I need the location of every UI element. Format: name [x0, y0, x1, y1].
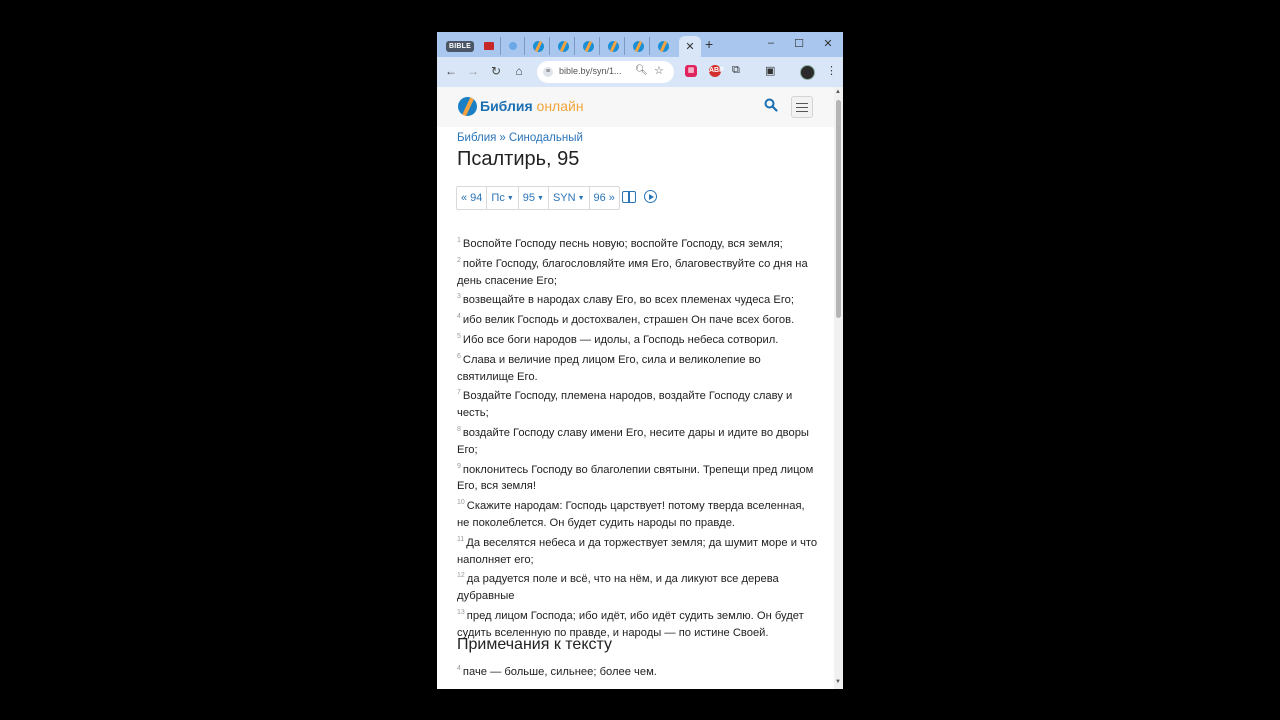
scrollbar-thumb[interactable] — [836, 100, 841, 318]
close-icon: ✕ — [685, 41, 695, 53]
browser-window — [437, 32, 843, 689]
verse-number: 10 — [457, 499, 465, 507]
prev-chapter-button[interactable]: « 94 — [457, 187, 487, 209]
verse-number: 7 — [457, 389, 461, 397]
cast-icon[interactable]: ▣ — [765, 65, 776, 77]
bibleby-favicon-icon — [633, 41, 644, 52]
bibleby-favicon-icon — [658, 41, 669, 52]
note-number: 4 — [457, 665, 461, 672]
caret-down-icon: ▼ — [537, 195, 544, 202]
zoom-icon[interactable]: 🔍︎ — [635, 65, 648, 76]
address-url: bible.by/syn/1... — [559, 66, 622, 76]
tab-bibleby-1[interactable] — [527, 37, 550, 55]
minimize-button[interactable]: – — [767, 37, 775, 49]
verse-item — [457, 422, 819, 459]
scroll-up-arrow-icon[interactable]: ▲ — [835, 89, 841, 95]
verse-number: 9 — [457, 462, 461, 470]
maximize-button[interactable]: ☐ — [794, 38, 804, 50]
bibleby-favicon-icon — [558, 41, 569, 52]
verse-item — [457, 495, 819, 532]
verse-number: 12 — [457, 572, 465, 580]
window-close-button[interactable]: ✕ — [823, 38, 833, 50]
notes-heading: Примечания к тексту — [457, 636, 612, 653]
profile-avatar[interactable] — [800, 65, 815, 80]
verse-number: 5 — [457, 332, 461, 340]
book-dropdown[interactable] — [487, 187, 518, 209]
page-content — [437, 87, 834, 689]
tab-bibleby-4[interactable] — [602, 37, 625, 55]
play-audio-icon[interactable] — [644, 190, 657, 203]
verse-text: Скажите народам: Господь царствует! потому тверда вселенная, не поколеблется. Он будет судить народы по правде. — [457, 500, 805, 529]
verse-item — [457, 289, 819, 309]
chapter-dropdown-label: 95 — [522, 192, 536, 204]
reload-button[interactable]: ↻ — [490, 64, 502, 78]
verse-text: да радуется поле и всё, что на нём, и да ликуют все дерева дубравные — [457, 573, 779, 603]
verse-text: пред лицом Господа; ибо идёт, ибо идёт судить землю. Он будет судить вселенную по правде, и народы — по истине Своей. — [457, 609, 804, 639]
tab-red[interactable] — [478, 37, 501, 55]
verse-text: Воздайте Господу, племена народов, воздайте Господу славу и честь; — [457, 390, 793, 420]
extensions-puzzle-icon[interactable]: ⧉ — [732, 64, 740, 76]
breadcrumb-synodal-link[interactable]: Синодальный — [508, 132, 583, 144]
back-button[interactable]: ← — [445, 64, 457, 78]
book-dropdown-label: Пс — [491, 192, 505, 204]
bibleby-favicon-icon — [608, 41, 619, 52]
bibleby-favicon-icon — [533, 41, 544, 52]
verse-number: 4 — [457, 313, 461, 321]
verse-item — [457, 329, 819, 349]
verse-text: Слава и величие пред лицом Его, сила и великолепие во святилище Его. — [457, 353, 761, 383]
address-bar[interactable] — [537, 61, 674, 83]
verse-text: Да веселятся небеса и да торжествует земля; да шумит море и что наполняет его; — [457, 536, 818, 566]
verse-number: 3 — [457, 293, 461, 301]
verse-text: воздайте Господу славу имени Его, несите дары и идите во дворы Его; — [457, 426, 809, 456]
verse-item — [457, 385, 819, 422]
search-icon[interactable] — [764, 98, 778, 112]
red-book-icon — [484, 42, 494, 50]
note-item — [457, 665, 657, 678]
verse-number: 6 — [457, 352, 461, 360]
parallel-view-icon[interactable] — [622, 191, 636, 203]
translation-dropdown-label: SYN — [552, 192, 576, 204]
forward-button[interactable]: → — [467, 64, 479, 78]
tab-bibleby-2[interactable] — [552, 37, 575, 55]
tab-bibleby-5[interactable] — [627, 37, 650, 55]
verse-item — [457, 233, 819, 253]
site-header — [437, 87, 834, 127]
verse-item — [457, 253, 819, 290]
verse-number: 8 — [457, 425, 461, 433]
verse-text: возвещайте в народах славу Его, во всех племенах чудеса Его; — [462, 294, 794, 307]
verse-text: Воспойте Господу песнь новую; воспойте Господу, вся земля; — [462, 238, 783, 250]
note-text: паче — больше, сильнее; более чем. — [462, 666, 657, 678]
logo-main-text: Библия — [480, 98, 533, 114]
home-button[interactable]: ⌂ — [515, 64, 523, 78]
chapter-pager — [456, 186, 620, 210]
site-info-icon[interactable]: ≡ — [543, 67, 553, 77]
bible-badge-icon: BIBLE — [446, 41, 474, 52]
verse-text: пойте Господу, благословляйте имя Его, благовествуйте со дня на день спасение Его; — [457, 257, 808, 287]
site-logo[interactable] — [480, 98, 584, 114]
verse-number: 1 — [457, 237, 461, 244]
caret-down-icon: ▼ — [577, 195, 585, 202]
verse-text: Ибо все боги народов — идолы, а Господь небеса сотворил. — [462, 333, 779, 346]
verse-item — [457, 459, 819, 496]
toolbar — [437, 57, 843, 87]
caret-down-icon: ▼ — [506, 195, 514, 202]
breadcrumb — [457, 132, 583, 144]
verse-item — [457, 532, 819, 569]
bookmark-star-icon[interactable]: ☆ — [654, 65, 664, 77]
verse-item — [457, 568, 819, 605]
page-title: Псалтирь, 95 — [457, 148, 580, 170]
verse-item — [457, 349, 819, 386]
breadcrumb-bible-link[interactable]: Библия — [457, 132, 497, 144]
verse-number: 2 — [457, 256, 461, 264]
breadcrumb-separator: » — [499, 132, 506, 144]
extension-grid-icon[interactable]: ▦ — [685, 65, 697, 77]
verse-text: ибо велик Господь и достохвален, страшен Он паче всех богов. — [462, 314, 795, 327]
adblock-plus-icon[interactable]: ABP — [709, 65, 721, 77]
verse-number: 13 — [457, 608, 465, 616]
circle-icon — [509, 42, 517, 50]
hamburger-menu-icon[interactable] — [791, 96, 813, 118]
tab-bible[interactable] — [447, 37, 473, 55]
verse-list — [457, 233, 819, 642]
tab-bibleby-3[interactable] — [577, 37, 600, 55]
more-menu-icon[interactable]: ⋮ — [826, 65, 837, 77]
bibleby-logo-icon[interactable] — [458, 97, 477, 116]
verse-text: поклонитесь Господу во благолепии святыни. Трепещи пред лицом Его, вся земля! — [457, 463, 814, 493]
verse-number: 11 — [457, 535, 465, 543]
chapter-dropdown[interactable] — [519, 187, 549, 209]
active-tab-close-button[interactable] — [679, 36, 701, 57]
verse-item — [457, 309, 819, 329]
new-tab-button[interactable]: + — [705, 36, 714, 52]
tab-bibleby-6[interactable] — [652, 37, 674, 55]
tab-strip — [437, 32, 843, 57]
tab-circle[interactable] — [502, 37, 525, 55]
logo-accent-text: онлайн — [536, 98, 584, 114]
bibleby-favicon-icon — [583, 41, 594, 52]
translation-dropdown[interactable] — [549, 187, 590, 209]
next-chapter-button[interactable]: 96 » — [593, 192, 615, 204]
page-scrollbar[interactable] — [834, 87, 843, 689]
scroll-down-arrow-icon[interactable]: ▼ — [835, 679, 841, 685]
